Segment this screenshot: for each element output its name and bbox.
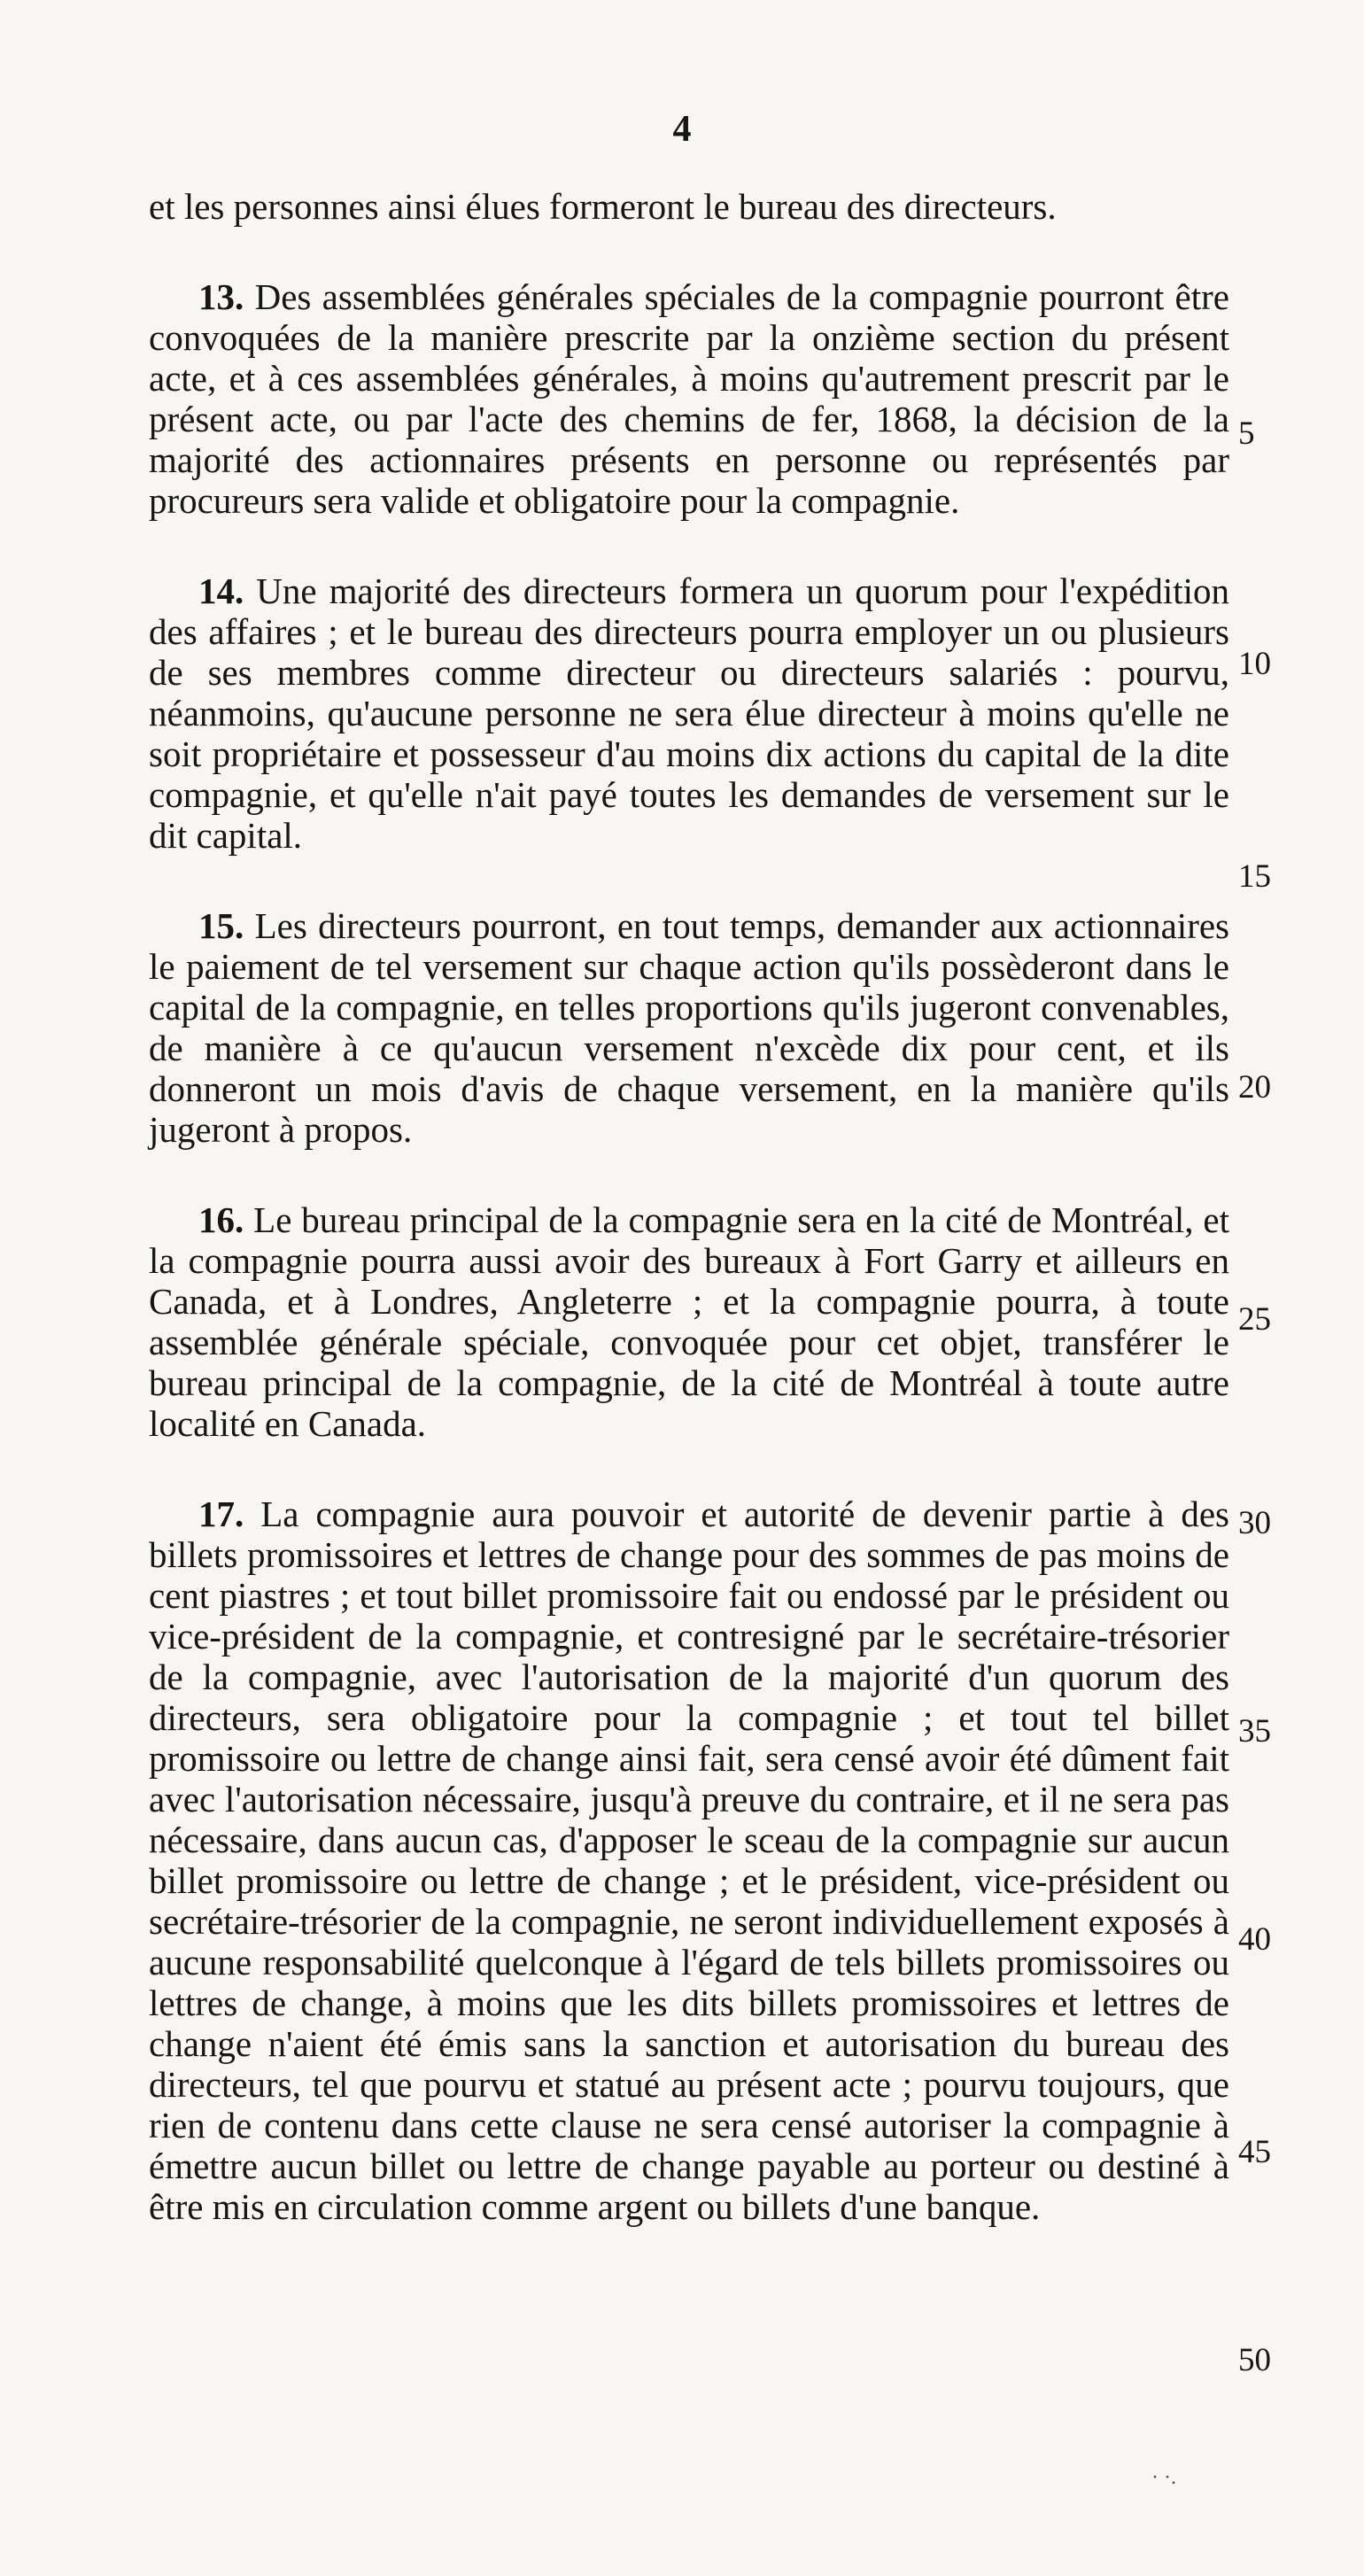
line-number: 25 (1238, 1301, 1271, 1338)
section-16 (149, 1199, 1229, 1444)
line-number: 35 (1238, 1713, 1271, 1750)
line-number: 40 (1238, 1921, 1271, 1958)
paragraph-continuation (149, 186, 1229, 227)
section-14 (149, 570, 1229, 856)
line-number: 5 (1238, 415, 1255, 452)
line-number: 15 (1238, 858, 1271, 895)
page-number: 4 (672, 109, 692, 150)
section-number: 13. (198, 276, 244, 317)
section-number: 16. (198, 1199, 244, 1240)
line-number: 10 (1238, 646, 1271, 682)
line-number: 50 (1238, 2342, 1271, 2378)
line-number: 30 (1238, 1505, 1271, 1541)
paragraph-text: et les personnes ainsi élues formeront le bureau des directeurs. (149, 186, 1057, 227)
section-17 (149, 1494, 1229, 2227)
section-number: 17. (198, 1494, 244, 1534)
section-text: Le bureau principal de la compagnie sera en la cité de Montréal, et la compagnie pourra aussi avoir des bureaux à Fort Garry et ailleurs en Canada, et à Londres, Angleterre ; et la compagnie pourra, à toute assemblée générale spéciale, convoquée pour cet objet, transférer le bureau principal de la compagnie, de la cité de Montréal à toute autre localité en Canada. (149, 1199, 1229, 1444)
footer-mark: · ·. (1151, 2466, 1176, 2489)
text-column (149, 186, 1229, 2277)
section-text: La compagnie aura pouvoir et autorité de devenir partie à des billets promissoires et lettres de change pour des sommes de pas moins de cent piastres ; et tout billet promissoire fait ou endossé par le président ou vice-président de la compagnie, et contresigné par le secrétaire-trésorier de la compagnie, avec l'autorisation de la majorité d'un quorum des directeurs, sera obligatoire pour la compagnie ; et tout tel billet promissoire ou lettre de change ainsi fait, sera censé avoir été dûment fait avec l'autorisation nécessaire, jusqu'à preuve du contraire, et il ne sera pas nécessaire, dans aucun cas, d'apposer le sceau de la compagnie sur aucun billet promissoire ou lettre de change ; et le président, vice-président ou secrétaire-trésorier de la compagnie, ne seront individuellement exposés à aucune responsabilité quelconque à l'égard de tels billets promissoires ou lettres de change, à moins que les dits billets promissoires et lettres de change n'aient été émis sans la sanction et autorisation du bureau des directeurs, tel que pourvu et statué au présent acte ; pourvu toujours, que rien de contenu dans cette clause ne sera censé autoriser la compagnie à émettre aucun billet ou lettre de change payable au porteur ou destiné à être mis en circulation comme argent ou billets d'une banque. (149, 1494, 1229, 2227)
line-number: 45 (1238, 2134, 1271, 2170)
section-number: 14. (198, 570, 244, 611)
section-text: Une majorité des directeurs formera un quorum pour l'expédition des affaires ; et le bureau des directeurs pourra employer un ou plusieurs de ses membres comme directeur ou directeurs salariés : pourvu, néanmoins, qu'aucune personne ne sera élue directeur à moins qu'elle ne soit propriétaire et possesseur d'au moins dix actions du capital de la dite compagnie, et qu'elle n'ait payé toutes les demandes de versement sur le dit capital. (149, 570, 1229, 856)
section-15 (149, 905, 1229, 1150)
section-text: Les directeurs pourront, en tout temps, demander aux actionnaires le paiement de tel versement sur chaque action qu'ils possèderont dans le capital de la compagnie, en telles proportions qu'ils jugeront convenables, de manière à ce qu'aucun versement n'excède dix pour cent, et ils donneront un mois d'avis de chaque versement, en la manière qu'ils jugeront à propos. (149, 905, 1229, 1150)
section-13 (149, 276, 1229, 521)
line-number: 20 (1238, 1069, 1271, 1106)
section-text: Des assemblées générales spéciales de la compagnie pourront être convoquées de la manière prescrite par la onzième section du présent acte, et à ces assemblées générales, à moins qu'autrement prescrit par le présent acte, ou par l'acte des chemins de fer, 1868, la décision de la majorité des actionnaires présents en personne ou représentés par procureurs sera valide et obligatoire pour la compagnie. (149, 276, 1229, 521)
section-number: 15. (198, 905, 244, 946)
